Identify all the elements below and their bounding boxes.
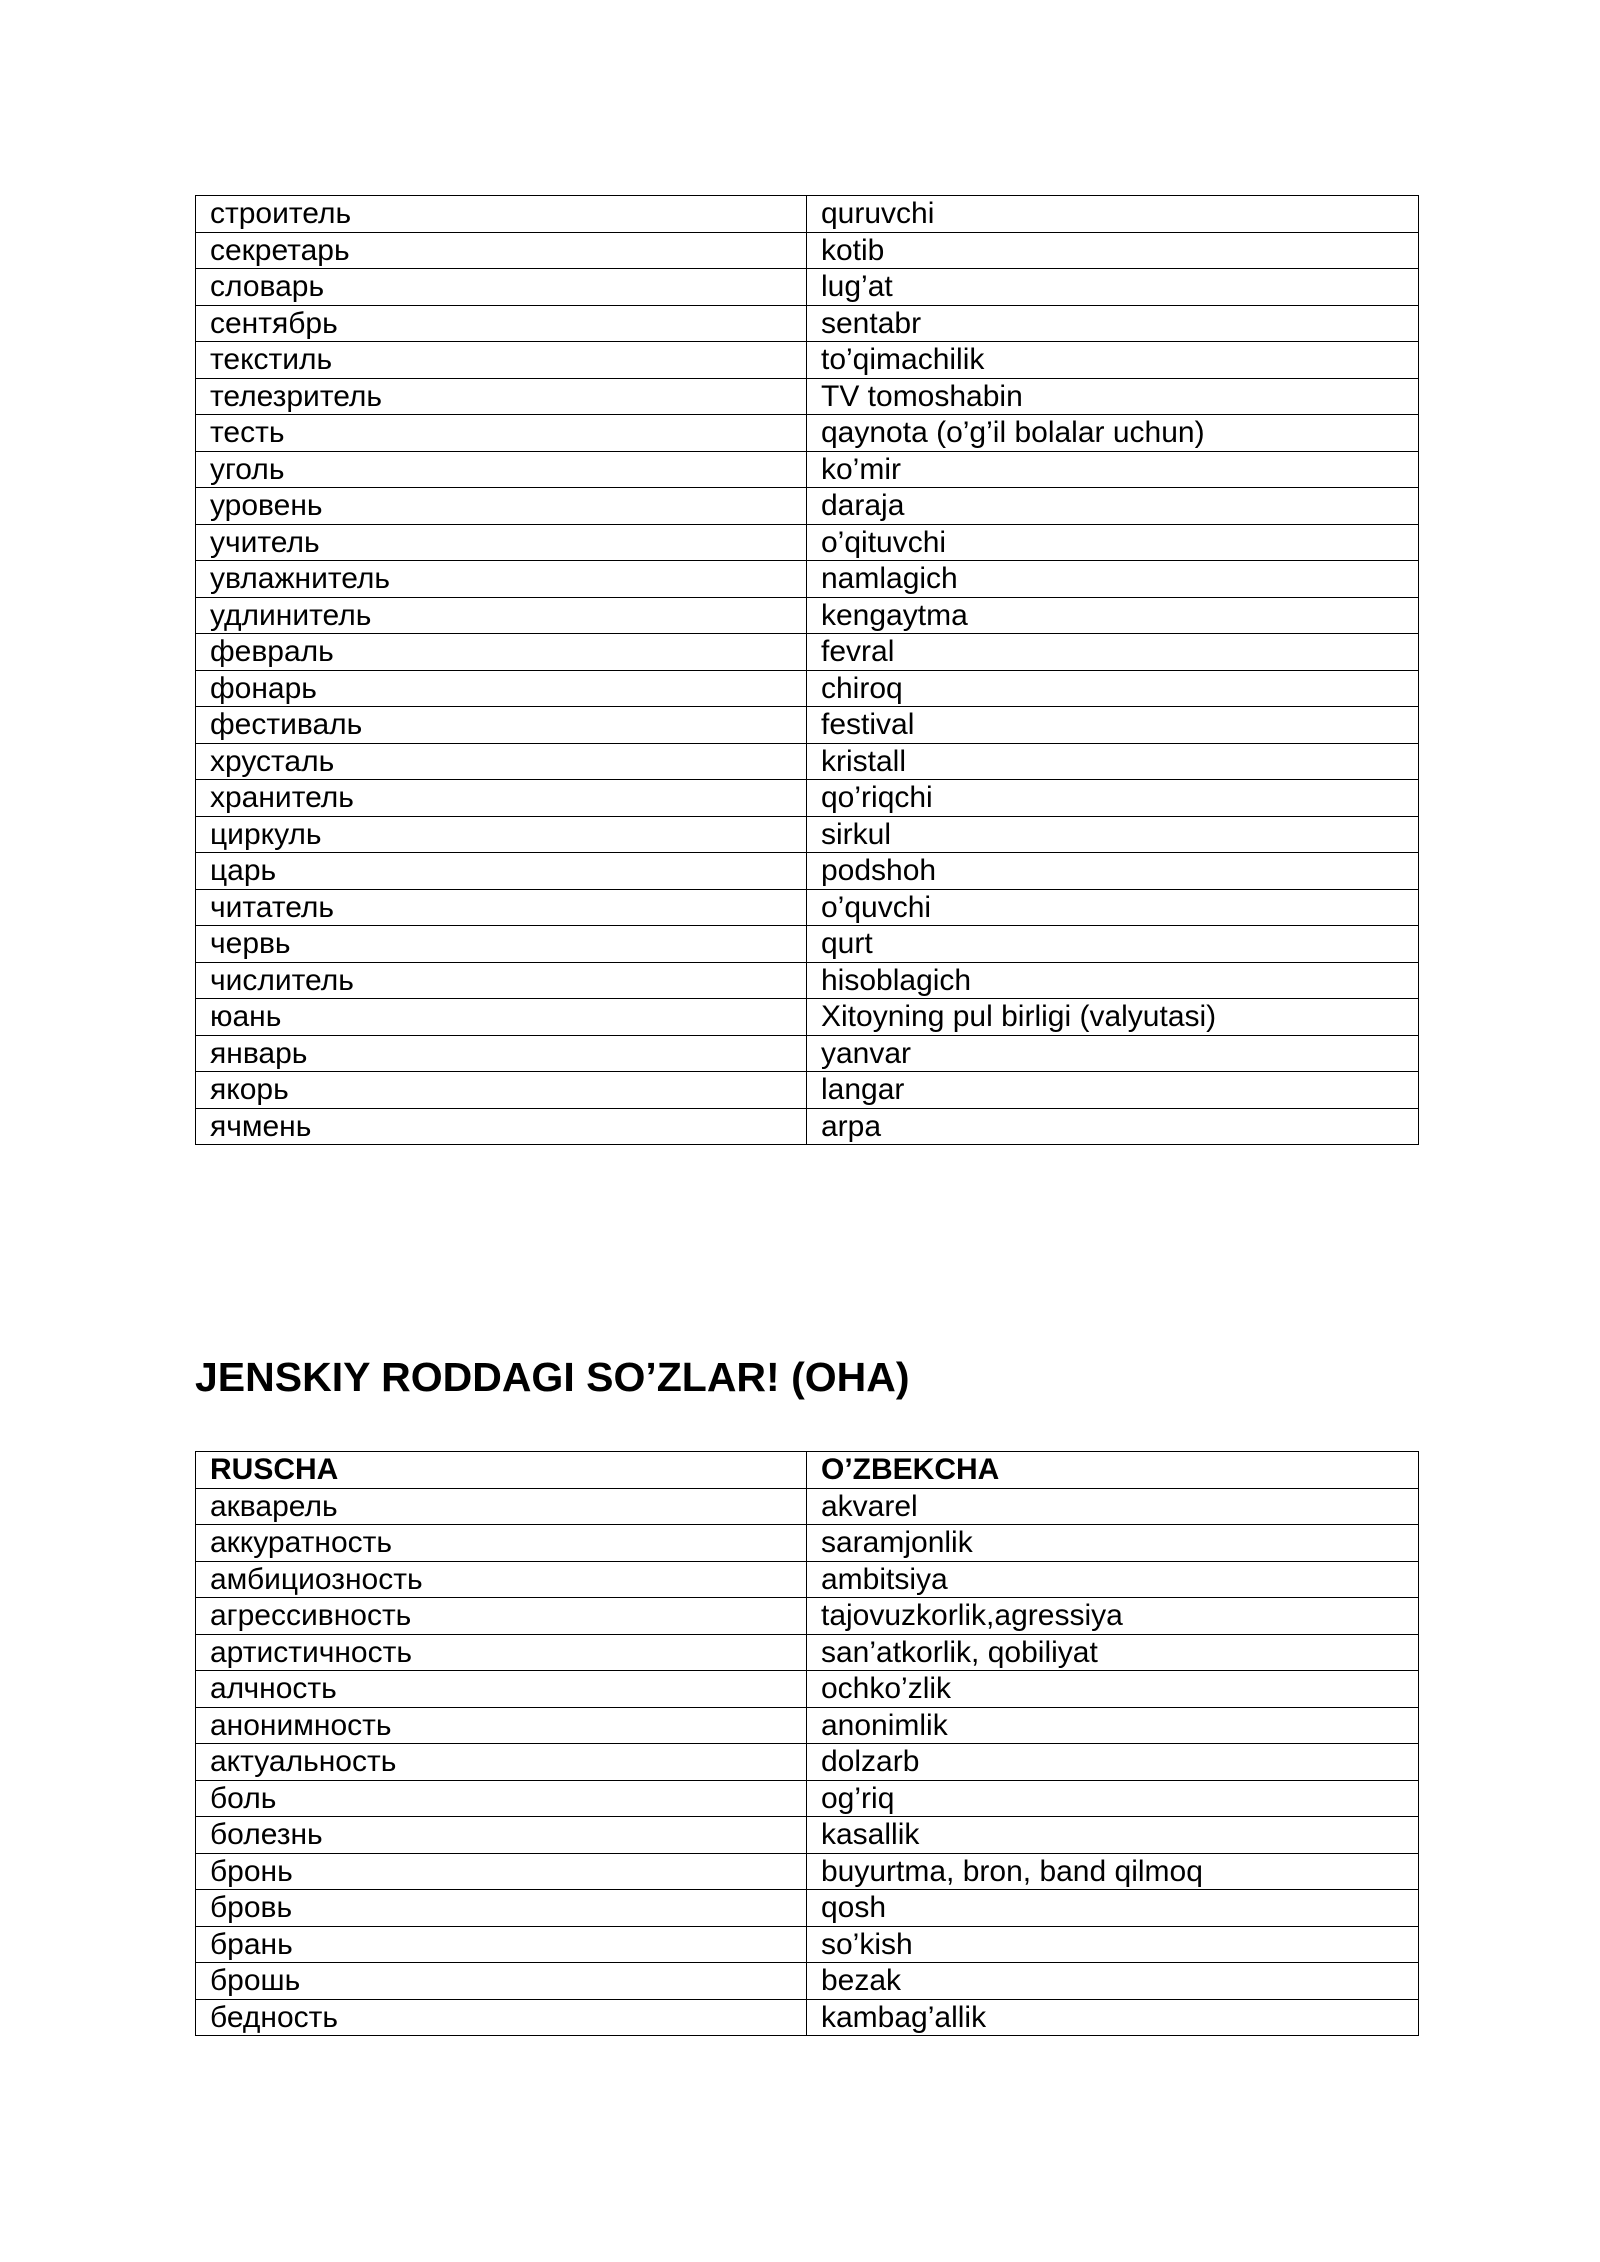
russian-word-cell: брошь xyxy=(196,1963,807,2000)
russian-word-cell: циркуль xyxy=(196,816,807,853)
table-row xyxy=(196,415,1419,452)
uzbek-translation-cell: ambitsiya xyxy=(807,1561,1419,1598)
table-row xyxy=(196,1817,1419,1854)
russian-word-cell: артистичность xyxy=(196,1634,807,1671)
uzbek-translation-cell: saramjonlik xyxy=(807,1525,1419,1562)
uzbek-translation-cell: qo’riqchi xyxy=(807,780,1419,817)
table-row xyxy=(196,1780,1419,1817)
table-row xyxy=(196,853,1419,890)
uzbek-translation-cell: qurt xyxy=(807,926,1419,963)
uzbek-translation-cell: dolzarb xyxy=(807,1744,1419,1781)
table-row xyxy=(196,889,1419,926)
uzbek-translation-cell: buyurtma, bron, band qilmoq xyxy=(807,1853,1419,1890)
russian-word-cell: читатель xyxy=(196,889,807,926)
table-row xyxy=(196,743,1419,780)
table-row xyxy=(196,451,1419,488)
vocabulary-table-body xyxy=(196,196,1419,1145)
russian-word-cell: уровень xyxy=(196,488,807,525)
russian-word-cell: хрусталь xyxy=(196,743,807,780)
russian-word-cell: бровь xyxy=(196,1890,807,1927)
table-row xyxy=(196,1999,1419,2036)
uzbek-translation-cell: o’quvchi xyxy=(807,889,1419,926)
table-row xyxy=(196,999,1419,1036)
table-row xyxy=(196,1926,1419,1963)
uzbek-translation-cell: festival xyxy=(807,707,1419,744)
uzbek-translation-cell: sirkul xyxy=(807,816,1419,853)
russian-word-cell: актуальность xyxy=(196,1744,807,1781)
uzbek-translation-cell: sentabr xyxy=(807,305,1419,342)
table-row xyxy=(196,670,1419,707)
table-row xyxy=(196,1963,1419,2000)
russian-word-cell: акварель xyxy=(196,1488,807,1525)
russian-word-cell: секретарь xyxy=(196,232,807,269)
uzbek-translation-cell: kambag’allik xyxy=(807,1999,1419,2036)
table-row xyxy=(196,1744,1419,1781)
table-row xyxy=(196,1671,1419,1708)
uzbek-translation-cell: quruvchi xyxy=(807,196,1419,233)
uzbek-translation-cell: TV tomoshabin xyxy=(807,378,1419,415)
table-row xyxy=(196,707,1419,744)
russian-word-cell: болезнь xyxy=(196,1817,807,1854)
russian-word-cell: словарь xyxy=(196,269,807,306)
uzbek-translation-cell: fevral xyxy=(807,634,1419,671)
table-row xyxy=(196,634,1419,671)
uzbek-translation-cell: yanvar xyxy=(807,1035,1419,1072)
russian-word-cell: амбициозность xyxy=(196,1561,807,1598)
uzbek-translation-cell: lug’at xyxy=(807,269,1419,306)
uzbek-translation-cell: Xitoyning pul birligi (valyutasi) xyxy=(807,999,1419,1036)
table-row xyxy=(196,1072,1419,1109)
russian-word-cell: фонарь xyxy=(196,670,807,707)
uzbek-translation-cell: ochko’zlik xyxy=(807,1671,1419,1708)
table-row xyxy=(196,378,1419,415)
uzbek-translation-cell: to’qimachilik xyxy=(807,342,1419,379)
table-row xyxy=(196,1561,1419,1598)
russian-word-cell: февраль xyxy=(196,634,807,671)
russian-word-cell: алчность xyxy=(196,1671,807,1708)
russian-word-cell: агрессивность xyxy=(196,1598,807,1635)
russian-word-cell: строитель xyxy=(196,196,807,233)
table-row xyxy=(196,1525,1419,1562)
russian-word-cell: тесть xyxy=(196,415,807,452)
table-row xyxy=(196,1488,1419,1525)
russian-word-cell: аккуратность xyxy=(196,1525,807,1562)
russian-word-cell: юань xyxy=(196,999,807,1036)
table-row xyxy=(196,962,1419,999)
russian-word-cell: телезритель xyxy=(196,378,807,415)
russian-word-cell: царь xyxy=(196,853,807,890)
russian-word-cell: числитель xyxy=(196,962,807,999)
russian-word-cell: увлажнитель xyxy=(196,561,807,598)
russian-word-cell: червь xyxy=(196,926,807,963)
table-row xyxy=(196,816,1419,853)
russian-word-cell: брань xyxy=(196,1926,807,1963)
column-header-uzbek: O’ZBEKCHA xyxy=(807,1452,1419,1489)
uzbek-translation-cell: kotib xyxy=(807,232,1419,269)
uzbek-translation-cell: tajovuzkorlik,agressiya xyxy=(807,1598,1419,1635)
vocabulary-table-feminine xyxy=(195,1451,1419,2036)
russian-word-cell: январь xyxy=(196,1035,807,1072)
uzbek-translation-cell: san’atkorlik, qobiliyat xyxy=(807,1634,1419,1671)
uzbek-translation-cell: qosh xyxy=(807,1890,1419,1927)
russian-word-cell: ячмень xyxy=(196,1108,807,1145)
russian-word-cell: бедность xyxy=(196,1999,807,2036)
table-row xyxy=(196,232,1419,269)
table-header-row xyxy=(196,1452,1419,1489)
uzbek-translation-cell: hisoblagich xyxy=(807,962,1419,999)
uzbek-translation-cell: daraja xyxy=(807,488,1419,525)
uzbek-translation-cell: kengaytma xyxy=(807,597,1419,634)
column-header-russian: RUSCHA xyxy=(196,1452,807,1489)
russian-word-cell: сентябрь xyxy=(196,305,807,342)
table-row xyxy=(196,1890,1419,1927)
table-row xyxy=(196,597,1419,634)
table-row xyxy=(196,488,1419,525)
table-row xyxy=(196,926,1419,963)
uzbek-translation-cell: podshoh xyxy=(807,853,1419,890)
section-heading: JENSKIY RODDAGI SO’ZLAR! (OHA) xyxy=(195,1354,910,1400)
russian-word-cell: якорь xyxy=(196,1072,807,1109)
uzbek-translation-cell: kasallik xyxy=(807,1817,1419,1854)
table-row xyxy=(196,1108,1419,1145)
table-row xyxy=(196,1707,1419,1744)
table-row xyxy=(196,305,1419,342)
uzbek-translation-cell: chiroq xyxy=(807,670,1419,707)
table-row xyxy=(196,196,1419,233)
russian-word-cell: анонимность xyxy=(196,1707,807,1744)
table-row xyxy=(196,524,1419,561)
uzbek-translation-cell: o’qituvchi xyxy=(807,524,1419,561)
uzbek-translation-cell: akvarel xyxy=(807,1488,1419,1525)
russian-word-cell: учитель xyxy=(196,524,807,561)
russian-word-cell: фестиваль xyxy=(196,707,807,744)
uzbek-translation-cell: qaynota (o’g’il bolalar uchun) xyxy=(807,415,1419,452)
table-row xyxy=(196,1634,1419,1671)
uzbek-translation-cell: kristall xyxy=(807,743,1419,780)
table-row xyxy=(196,1598,1419,1635)
russian-word-cell: боль xyxy=(196,1780,807,1817)
uzbek-translation-cell: bezak xyxy=(807,1963,1419,2000)
uzbek-translation-cell: langar xyxy=(807,1072,1419,1109)
russian-word-cell: удлинитель xyxy=(196,597,807,634)
uzbek-translation-cell: og’riq xyxy=(807,1780,1419,1817)
uzbek-translation-cell: namlagich xyxy=(807,561,1419,598)
russian-word-cell: текстиль xyxy=(196,342,807,379)
vocabulary-table-masculine xyxy=(195,195,1419,1145)
table-row xyxy=(196,780,1419,817)
table-row xyxy=(196,342,1419,379)
table-row xyxy=(196,561,1419,598)
table-row xyxy=(196,269,1419,306)
russian-word-cell: хранитель xyxy=(196,780,807,817)
uzbek-translation-cell: anonimlik xyxy=(807,1707,1419,1744)
table-row xyxy=(196,1853,1419,1890)
table-row xyxy=(196,1035,1419,1072)
russian-word-cell: уголь xyxy=(196,451,807,488)
uzbek-translation-cell: so’kish xyxy=(807,1926,1419,1963)
uzbek-translation-cell: arpa xyxy=(807,1108,1419,1145)
russian-word-cell: бронь xyxy=(196,1853,807,1890)
vocabulary-table-body xyxy=(196,1452,1419,2036)
uzbek-translation-cell: ko’mir xyxy=(807,451,1419,488)
